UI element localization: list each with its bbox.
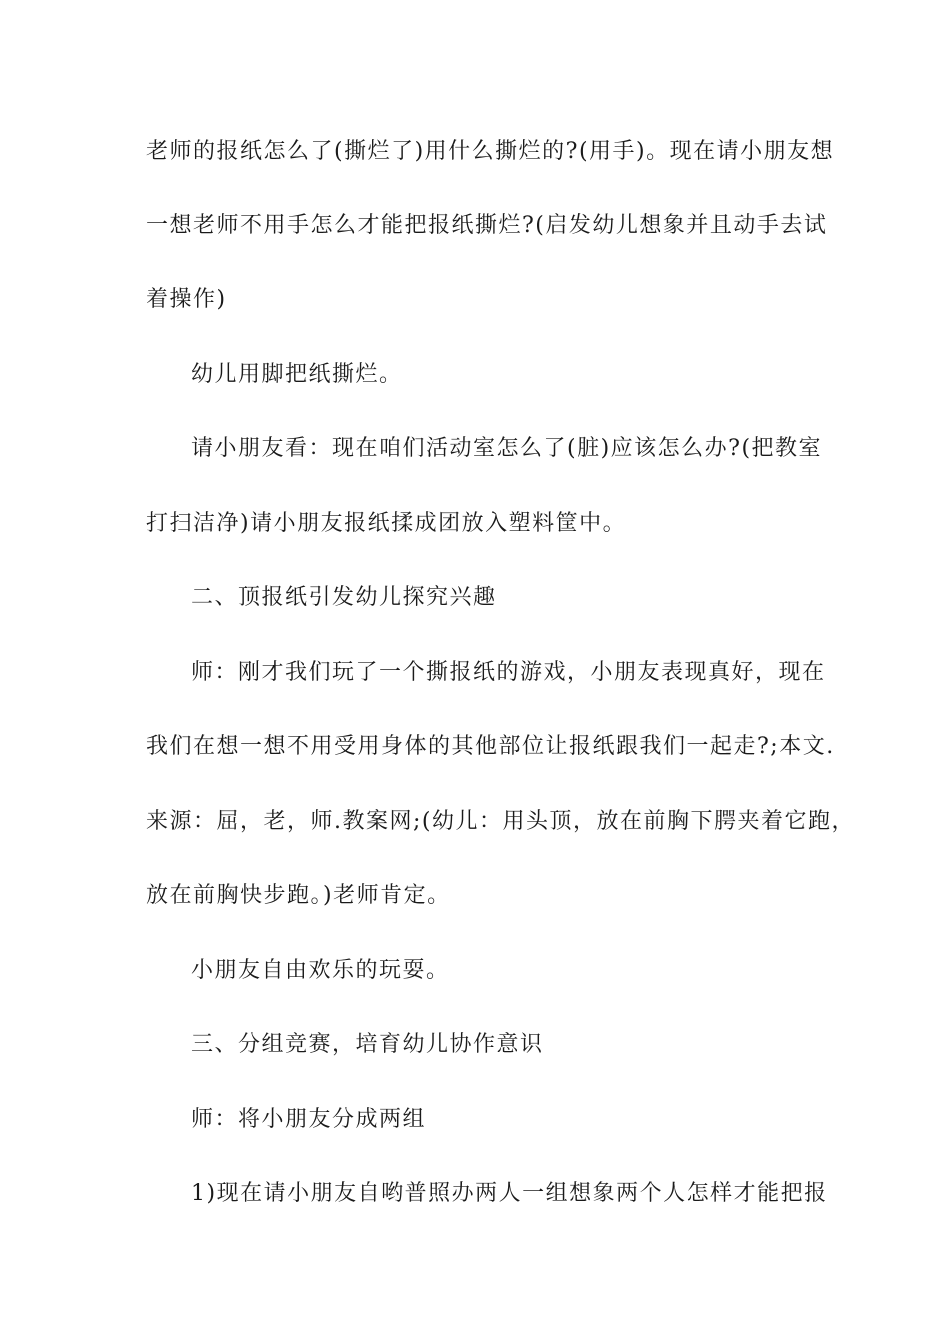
text-line: 我们在想一想不用受用身体的其他部位让报纸跟我们一起走?;本文. <box>146 734 835 759</box>
text-line: 幼儿用脚把纸撕烂。 <box>191 362 403 387</box>
text-line: 老师的报纸怎么了(撕烂了)用什么撕烂的?(用手)。现在请小朋友想 <box>146 139 835 164</box>
section-heading: 二、顶报纸引发幼儿探究兴趣 <box>191 585 497 610</box>
text-line: 放在前胸快步跑。)老师肯定。 <box>146 883 451 908</box>
text-line: 师：刚才我们玩了一个撕报纸的游戏，小朋友表现真好，现在 <box>191 660 826 685</box>
text-line: 着操作) <box>146 287 227 312</box>
text-line: 一想老师不用手怎么才能把报纸撕烂?(启发幼儿想象并且动手去试 <box>146 213 828 238</box>
text-line: 请小朋友看：现在咱们活动室怎么了(脏)应该怎么办?(把教室 <box>191 436 823 461</box>
text-line: 师：将小朋友分成两组 <box>191 1107 427 1132</box>
section-heading: 三、分组竞赛，培育幼儿协作意识 <box>191 1032 544 1057</box>
text-line: 打扫洁净)请小朋友报纸揉成团放入塑料筐中。 <box>146 511 627 536</box>
text-line: 小朋友自由欢乐的玩耍。 <box>191 958 450 983</box>
text-line: 1)现在请小朋友自哟普照办两人一组想象两个人怎样才能把报 <box>191 1181 828 1206</box>
text-line: 来源：屈，老，师.教案网;(幼儿：用头顶，放在前胸下腭夹着它跑， <box>146 809 855 834</box>
